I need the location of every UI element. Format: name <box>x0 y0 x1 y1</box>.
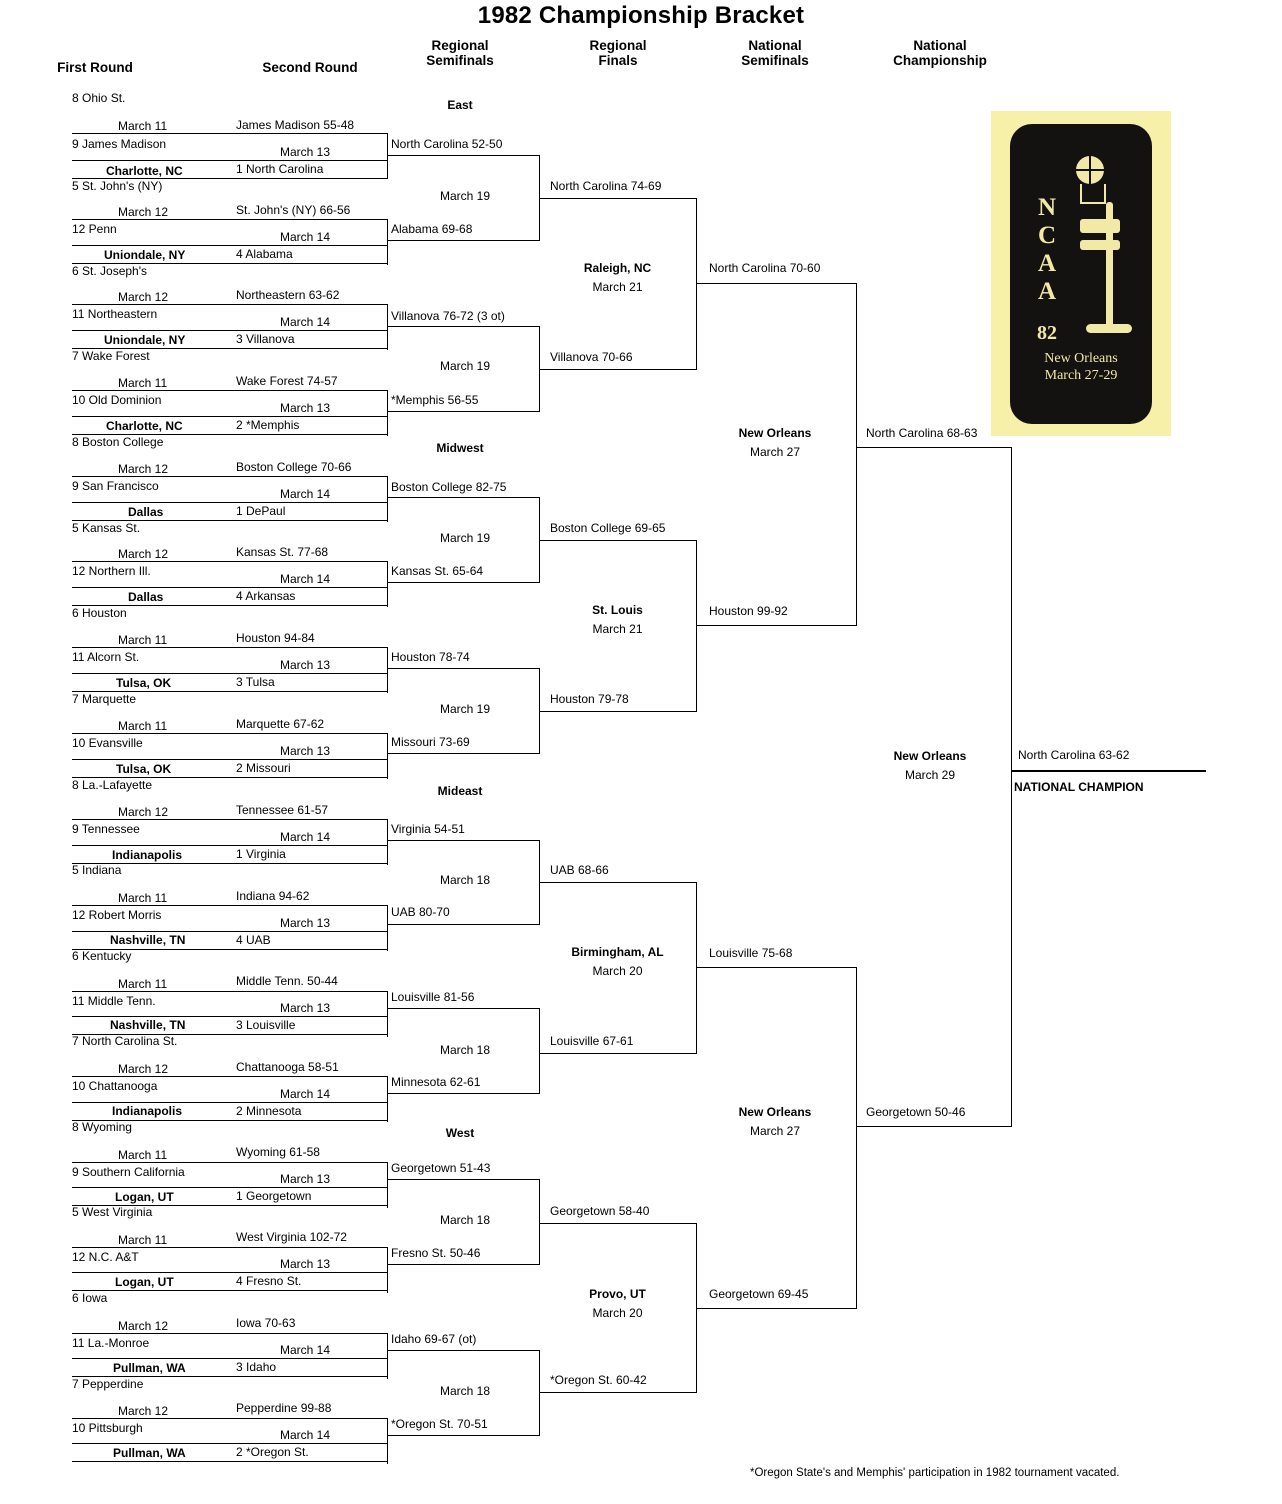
rs-result-bottom: UAB 80-70 <box>391 905 450 919</box>
champion-score: North Carolina 63-62 <box>1018 748 1130 762</box>
ns-date: March 27 <box>749 1124 801 1138</box>
sr-date: March 13 <box>280 1172 331 1186</box>
fr-team: 8 Ohio St. <box>72 91 126 105</box>
fr-site: Nashville, TN <box>110 1018 186 1032</box>
column-header-first-round: First Round <box>57 60 133 75</box>
sr-date: March 13 <box>280 145 331 159</box>
fr-opponent: 12 Northern Ill. <box>72 564 151 578</box>
fr-opponent: 9 James Madison <box>72 137 167 151</box>
fr-site: Nashville, TN <box>110 933 186 947</box>
sr-team: 1 North Carolina <box>236 162 324 176</box>
sr-date: March 14 <box>280 1428 331 1442</box>
rf-result-bottom: Villanova 70-66 <box>550 350 633 364</box>
sr-result: Northeastern 63-62 <box>236 288 340 302</box>
fr-date: March 12 <box>118 1062 169 1076</box>
sr-result: Tennessee 61-57 <box>236 803 329 817</box>
rs-result-bottom: *Memphis 56-55 <box>391 393 479 407</box>
fr-date: March 11 <box>118 719 168 733</box>
sr-team: 4 UAB <box>236 933 271 947</box>
fr-date: March 11 <box>118 1233 168 1247</box>
sr-result: Wake Forest 74-57 <box>236 374 338 388</box>
column-header-regional-finals: Regional Finals <box>589 38 647 68</box>
sr-date: March 13 <box>280 744 331 758</box>
logo-location <box>1010 350 1152 384</box>
rs-result-bottom: Alabama 69-68 <box>391 222 473 236</box>
fr-site: Indianapolis <box>112 848 183 862</box>
sr-date: March 13 <box>280 401 331 415</box>
sr-date: March 13 <box>280 916 331 930</box>
fr-opponent: 10 Chattanooga <box>72 1079 158 1093</box>
fr-opponent: 11 La.-Monroe <box>72 1336 150 1350</box>
sr-team: 3 Louisville <box>236 1018 296 1032</box>
rf-result-bottom: *Oregon St. 60-42 <box>550 1373 647 1387</box>
fr-opponent: 10 Old Dominion <box>72 393 162 407</box>
fr-date: March 11 <box>118 376 168 390</box>
net-icon <box>1080 184 1106 204</box>
fr-opponent: 9 Southern California <box>72 1165 185 1179</box>
sr-result: Chattanooga 58-51 <box>236 1060 339 1074</box>
rs-result-top: Louisville 81-56 <box>391 990 475 1004</box>
fr-date: March 12 <box>118 205 169 219</box>
sr-team: 1 DePaul <box>236 504 286 518</box>
rs-result-bottom: Missouri 73-69 <box>391 735 470 749</box>
fr-opponent: 10 Pittsburgh <box>72 1421 143 1435</box>
region-label-west: West <box>445 1126 475 1140</box>
fr-team: 5 West Virginia <box>72 1205 153 1219</box>
horn-bell-icon <box>1080 219 1120 233</box>
fr-team: 7 North Carolina St. <box>72 1034 178 1048</box>
sr-result: Indiana 94-62 <box>236 889 310 903</box>
fr-site: Logan, UT <box>115 1275 174 1289</box>
sr-result: West Virginia 102-72 <box>236 1230 347 1244</box>
sr-team: 3 Idaho <box>236 1360 277 1374</box>
region-label-east: East <box>447 98 473 112</box>
fr-team: 6 Houston <box>72 606 127 620</box>
sr-result: Kansas St. 77-68 <box>236 545 329 559</box>
fr-opponent: 11 Alcorn St. <box>72 650 140 664</box>
fr-site: Indianapolis <box>112 1104 183 1118</box>
fr-date: March 12 <box>118 1404 169 1418</box>
sr-team: 2 *Memphis <box>236 418 300 432</box>
sr-result: Wyoming 61-58 <box>236 1145 320 1159</box>
fr-site: Charlotte, NC <box>106 164 183 178</box>
fr-opponent: 9 San Francisco <box>72 479 159 493</box>
sr-date: March 13 <box>280 658 331 672</box>
horn-bell2-icon <box>1080 240 1120 250</box>
column-header-regional-semifinals: Regional Semifinals <box>426 38 494 68</box>
fr-site: Uniondale, NY <box>104 248 186 262</box>
sr-result: Middle Tenn. 50-44 <box>236 974 338 988</box>
rs-result-top: Villanova 76-72 (3 ot) <box>391 309 505 323</box>
fr-team: 7 Marquette <box>72 692 137 706</box>
fr-opponent: 12 Penn <box>72 222 117 236</box>
sr-date: March 13 <box>280 1257 331 1271</box>
rf-site: St. Louis <box>592 603 643 617</box>
fr-site: Tulsa, OK <box>116 676 172 690</box>
sr-result: Marquette 67-62 <box>236 717 325 731</box>
footnote: *Oregon State's and Memphis' participation in 1982 tournament vacated. <box>750 1467 1120 1479</box>
fr-team: 6 Iowa <box>72 1291 108 1305</box>
rs-date: March 18 <box>440 1213 491 1227</box>
fr-opponent: 11 Middle Tenn. <box>72 994 156 1008</box>
nc-date: March 29 <box>904 768 956 782</box>
ns-result-top: Louisville 75-68 <box>709 946 793 960</box>
sr-result: St. John's (NY) 66-56 <box>236 203 351 217</box>
sr-date: March 14 <box>280 1343 331 1357</box>
fr-opponent: 12 N.C. A&T <box>72 1250 139 1264</box>
rs-result-bottom: Kansas St. 65-64 <box>391 564 484 578</box>
fr-date: March 12 <box>118 462 169 476</box>
rs-result-bottom: Minnesota 62-61 <box>391 1075 481 1089</box>
rs-date: March 18 <box>440 873 491 887</box>
ns-result-top: North Carolina 70-60 <box>709 261 821 275</box>
logo-city-text: New Orleans <box>1044 351 1118 366</box>
page-title: 1982 Championship Bracket <box>477 2 805 29</box>
sr-date: March 14 <box>280 830 331 844</box>
fr-date: March 11 <box>118 1148 168 1162</box>
logo-panel <box>1010 124 1152 424</box>
sr-team: 2 Minnesota <box>236 1104 302 1118</box>
rf-date: March 21 <box>592 622 643 636</box>
sr-result: Iowa 70-63 <box>236 1316 296 1330</box>
rf-date: March 20 <box>592 964 643 978</box>
fr-site: Pullman, WA <box>113 1361 186 1375</box>
region-label-mideast: Mideast <box>437 784 483 798</box>
ns-site: New Orleans <box>738 1105 812 1119</box>
rf-site: Raleigh, NC <box>583 261 652 275</box>
sr-team: 4 Arkansas <box>236 589 296 603</box>
rs-result-bottom: Fresno St. 50-46 <box>391 1246 481 1260</box>
fr-site: Uniondale, NY <box>104 333 186 347</box>
rs-date: March 19 <box>440 359 491 373</box>
sr-date: March 14 <box>280 572 331 586</box>
basketball-icon <box>1076 156 1104 184</box>
sr-result: Boston College 70-66 <box>236 460 352 474</box>
ns-result-bottom: Houston 99-92 <box>709 604 788 618</box>
fr-date: March 11 <box>118 119 168 133</box>
rf-site: Birmingham, AL <box>571 945 664 959</box>
fr-site: Dallas <box>128 590 164 604</box>
fr-site: Pullman, WA <box>113 1446 186 1460</box>
sr-team: 2 Missouri <box>236 761 291 775</box>
logo-year: 82 <box>1037 322 1057 344</box>
rs-date: March 19 <box>440 189 491 203</box>
fr-date: March 12 <box>118 547 169 561</box>
fr-site: Tulsa, OK <box>116 762 172 776</box>
ns-site: New Orleans <box>738 426 812 440</box>
rf-result-top: UAB 68-66 <box>550 863 609 877</box>
rf-result-top: Boston College 69-65 <box>550 521 666 535</box>
ns-date: March 27 <box>749 445 801 459</box>
column-header-national-semifinals: National Semifinals <box>741 38 809 68</box>
sr-team: 4 Fresno St. <box>236 1274 302 1288</box>
nc-result-top: North Carolina 68-63 <box>866 426 978 440</box>
fr-opponent: 11 Northeastern <box>72 307 158 321</box>
nc-result-bottom: Georgetown 50-46 <box>866 1105 966 1119</box>
sr-team: 3 Villanova <box>236 332 295 346</box>
sr-team: 3 Tulsa <box>236 675 275 689</box>
rs-result-bottom: *Oregon St. 70-51 <box>391 1417 488 1431</box>
fr-opponent: 12 Robert Morris <box>72 908 162 922</box>
rs-result-top: Boston College 82-75 <box>391 480 507 494</box>
rf-site: Provo, UT <box>589 1287 646 1301</box>
rf-result-bottom: Houston 79-78 <box>550 692 629 706</box>
fr-date: March 11 <box>118 977 168 991</box>
fr-team: 8 Boston College <box>72 435 164 449</box>
sr-date: March 13 <box>280 1001 331 1015</box>
fr-team: 5 Indiana <box>72 863 122 877</box>
logo-dates-text: March 27-29 <box>1044 368 1118 383</box>
rf-result-top: North Carolina 74-69 <box>550 179 662 193</box>
sr-team: 1 Virginia <box>236 847 286 861</box>
rs-date: March 19 <box>440 531 491 545</box>
rf-result-top: Georgetown 58-40 <box>550 1204 650 1218</box>
sr-date: March 14 <box>280 230 331 244</box>
logo-letters: N C A A <box>1037 194 1057 305</box>
sr-result: James Madison 55-48 <box>236 118 355 132</box>
ncaa-logo <box>991 111 1171 436</box>
sr-date: March 14 <box>280 315 331 329</box>
horn-foot-icon <box>1086 324 1132 333</box>
rs-result-top: Georgetown 51-43 <box>391 1161 491 1175</box>
column-header-second-round: Second Round <box>262 60 358 75</box>
rs-date: March 19 <box>440 702 491 716</box>
rf-date: March 21 <box>592 280 643 294</box>
fr-date: March 11 <box>118 633 168 647</box>
column-header-national-championship: National Championship <box>893 38 987 68</box>
fr-team: 6 St. Joseph's <box>72 264 147 278</box>
rs-result-top: Idaho 69-67 (ot) <box>391 1332 477 1346</box>
fr-team: 8 Wyoming <box>72 1120 132 1134</box>
fr-team: 7 Wake Forest <box>72 349 150 363</box>
sr-date: March 14 <box>280 1087 331 1101</box>
rf-date: March 20 <box>592 1306 643 1320</box>
sr-date: March 14 <box>280 487 331 501</box>
fr-team: 6 Kentucky <box>72 949 132 963</box>
fr-team: 7 Pepperdine <box>72 1377 144 1391</box>
sr-result: Houston 94-84 <box>236 631 315 645</box>
fr-opponent: 9 Tennessee <box>72 822 140 836</box>
rs-date: March 18 <box>440 1384 491 1398</box>
rs-result-top: Virginia 54-51 <box>391 822 465 836</box>
rf-result-bottom: Louisville 67-61 <box>550 1034 634 1048</box>
fr-date: March 12 <box>118 805 169 819</box>
fr-site: Logan, UT <box>115 1190 174 1204</box>
rs-result-top: North Carolina 52-50 <box>391 137 503 151</box>
champion-label: NATIONAL CHAMPION <box>1014 780 1144 794</box>
region-label-midwest: Midwest <box>436 441 484 455</box>
sr-result: Pepperdine 99-88 <box>236 1401 332 1415</box>
sr-team: 4 Alabama <box>236 247 293 261</box>
nc-site: New Orleans <box>893 749 967 763</box>
rs-date: March 18 <box>440 1043 491 1057</box>
sr-team: 2 *Oregon St. <box>236 1445 309 1459</box>
sr-team: 1 Georgetown <box>236 1189 312 1203</box>
fr-date: March 11 <box>118 891 168 905</box>
fr-team: 5 Kansas St. <box>72 521 141 535</box>
fr-team: 8 La.-Lafayette <box>72 778 153 792</box>
fr-team: 5 St. John's (NY) <box>72 179 163 193</box>
fr-site: Dallas <box>128 505 164 519</box>
fr-site: Charlotte, NC <box>106 419 183 433</box>
fr-date: March 12 <box>118 1319 169 1333</box>
fr-opponent: 10 Evansville <box>72 736 143 750</box>
ns-result-bottom: Georgetown 69-45 <box>709 1287 809 1301</box>
fr-date: March 12 <box>118 290 169 304</box>
rs-result-top: Houston 78-74 <box>391 650 470 664</box>
